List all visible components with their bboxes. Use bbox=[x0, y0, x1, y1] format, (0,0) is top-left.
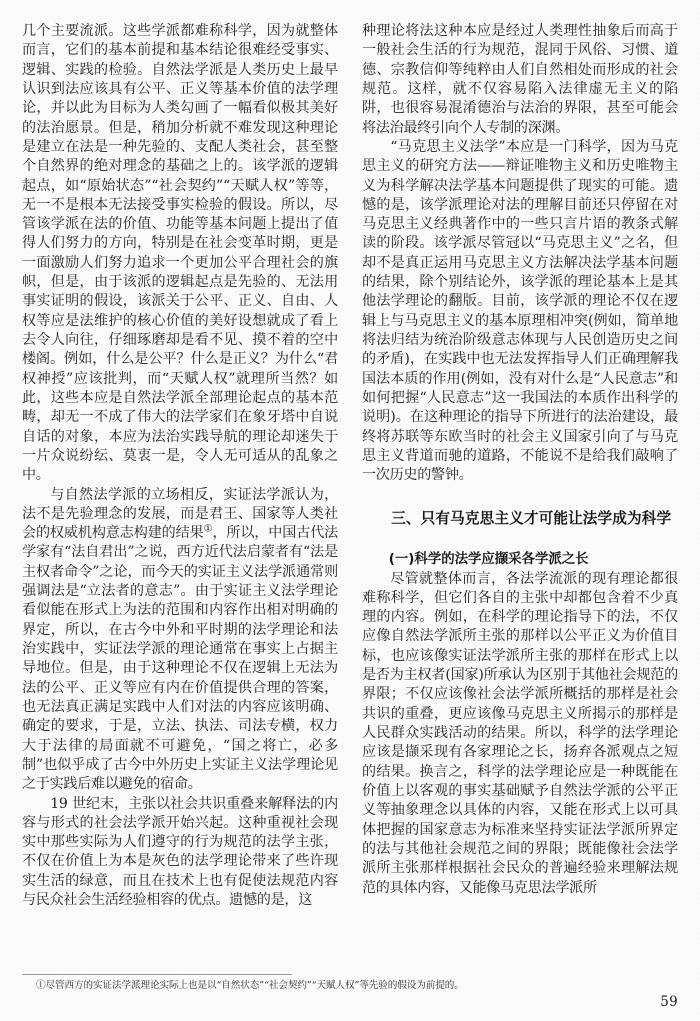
paragraph-marxist-jurisprudence: “马克思主义法学”本应是一门科学，因为马克思主义的研究方法——辩证唯物主义和历史唯物主义为科学解决法学基本问题提供了现实的可能。遗憾的是，该学派理论对法的理解目前还只停留在对马克思主义经典著作中的一些只言片语的教条式解读的阶段。该学派尽管冠以“马克思主义”之名，但却不是真正运用马克思主义方法解决法学基本问题的结果，除个别结论外，该学派的理论基本上是其他法学理论的翻版。目前，该学派的理论不仅在逻辑上与马克思主义的基本原理相冲突(例如，简单地将法归结为统治阶级意志体现与人民创造历史之间的矛盾)，在实践中也无法发挥指导人们正确理解我国法本质的作用(例如，没有对什么是“人民意志”和如何把握“人民意志”这一我国法的本质作出科学的说明)。在这种理论的指导下所进行的法治建设，最终将苏联等东欧当时的社会主义国家引向了与马克思主义背道而驰的道路，不能说不是给我们敲响了一次历史的警钟。 bbox=[362, 138, 678, 484]
paragraph-text-after-footnote-ref: ，所以，中国古代法学家有“法自君出”之说，西方近代法启蒙者有“法是主权者命令”之论，而今天的实证主义法学派通常则强调法是“立法者的意志”。由于实证主义法学理论看似能在形式上为法的范围和内容作出相对明确的界定，所以，在古今中外和平时期的法学理论和法治实践中，实证法学派的理论通常在事实上占据主导地位。但是，由于这种理论不仅在逻辑上无法为法的公平、正义等应有内在价值提供合理的答案，也无法真正满足实践中人们对法的内容应该明确、确定的要求，于是，立法、执法、司法专横，权力大于法律的局面就不可避免，“国之将亡，必多制”也似乎成了古今中外历史上实证主义法学理论见之于实践后难以避免的宿命。 bbox=[22, 525, 338, 793]
left-text-column bbox=[22, 22, 338, 910]
paragraph-synthesis-of-schools: 尽管就整体而言，各法学流派的现有理论都很难称科学，但它们各自的主张中却都包含着不少真理的内容。例如，在科学的理论指导下的法，不仅应像自然法学派所主张的那样以公平正义为价值目标，也应该像实证法学派所主张的那样在形式上以是否为主权者(国家)所承认为区别于其他社会规范的界限；不仅应该像社会法学派所概括的那样是社会共识的重叠，更应该像马克思主义所揭示的那样是人民群众实践活动的结果。所以，科学的法学理论应该是撷采现有各家理论之长，扬弃各派观点之短的结果。换言之，科学的法学理论应是一种既能在价值上以客观的事实基础赋予自然法学派的公平正义等抽象理念以具体的内容，又能在形式上以可具体把握的国家意志为标准来坚持实证法学派所界定的法与其他社会规范之间的界限；既能像社会法学派所主张那样根据社会民众的普遍经验来理解法规范的具体内容，又能像马克思法学派所 bbox=[362, 570, 678, 896]
subsection-heading-one: (一)科学的法学应撷采各学派之长 bbox=[388, 551, 589, 567]
paragraph-continued-top-left: 几个主要流派。这些学派都难称科学，因为就整体而言，它们的基本前提和基本结论很难经受事实、逻辑、实践的检验。自然法学派是人类历史上最早认识到法应该具有公平、正义等基本价值的法学理论，并以此为目标为人类勾画了一幅看似极其美好的法治愿景。但是，稍加分析就不难发现这种理论是建立在法是一种先验的、支配人类社会，甚至整个自然界的绝对理念的基础之上的。该学派的逻辑起点，如“原始状态”“社会契约”“天赋人权”等等，无一不是根本无法接受事实检验的假设。所以，尽管该学派在法的价值、功能等基本问题上提出了值得人们努力的方向，特别是在社会变革时期，更是一面激励人们努力追求一个更加公平合理社会的旗帜，但是，由于该派的逻辑起点是先验的、无法用事实证明的假设，该派关于公平、正义、自由、人权等应是法维护的核心价值的美好设想就成了看上去令人向往，仔细琢磨却是看不见、摸不着的空中楼阁。例如，什么是公平？什么是正义？为什么“君权神授”应该批判，而“天赋人权”就理所当然？如此，这些本应是自然法学派全部理论起点的基本范畴，却无一不成了伟大的法学家们在象牙塔中自说自话的对象，本应为法治实践导航的理论却迷失于一片众说纷纭、莫衷一是，令人无可适从的乱象之中。 bbox=[22, 23, 338, 484]
footnote-block bbox=[22, 974, 662, 992]
footnote-separator-rule bbox=[22, 974, 292, 975]
section-heading-three: 三、只有马克思主义才可能让法学成为科学 bbox=[391, 509, 672, 527]
paragraph-sociological-school: 19 世纪末，主张以社会共识重叠来解释法的内容与形式的社会法学派开始兴起。这种重视社会现实中那些实际为人们遵守的行为规范的法学主张，不仅在价值上为本是灰色的法学理论带来了些许现实生活的绿意，而且在技术上也有促使法规范内容与民众社会生活经验相容的优点。遗憾的是，这 bbox=[22, 795, 338, 909]
footnote-reference-marker: ① bbox=[203, 523, 213, 535]
footnote-text: ①尽管西方的实证法学派理论实际上也是以“自然状态”“社会契约”“天赋人权”等先验的假设为前提的。 bbox=[36, 980, 464, 991]
heading-spacer-top bbox=[362, 486, 678, 507]
right-text-column bbox=[362, 22, 678, 898]
heading-spacer-bottom bbox=[362, 530, 678, 550]
paragraph-continued-top-right: 种理论将法这种本应是经过人类理性抽象后而高于一般社会生活的行为规范，混同于风俗、习惯、道德、宗教信仰等纯粹由人们自然相处而形成的社会规范。这样，就不仅容易陷入法律虚无主义的陷阱，也很容易混淆德治与法治的界限，甚至可能会将法治最终引向个人专制的深渊。 bbox=[362, 23, 678, 136]
paragraph-text-before-footnote-ref: 与自然法学派的立场相反，实证法学派认为，法不是先验理念的发展，而是君王、国家等人类社会的权威机构意志构建的结果 bbox=[22, 486, 338, 542]
paragraph-positivist-school bbox=[22, 486, 338, 795]
page-number: 59 bbox=[660, 994, 678, 1010]
